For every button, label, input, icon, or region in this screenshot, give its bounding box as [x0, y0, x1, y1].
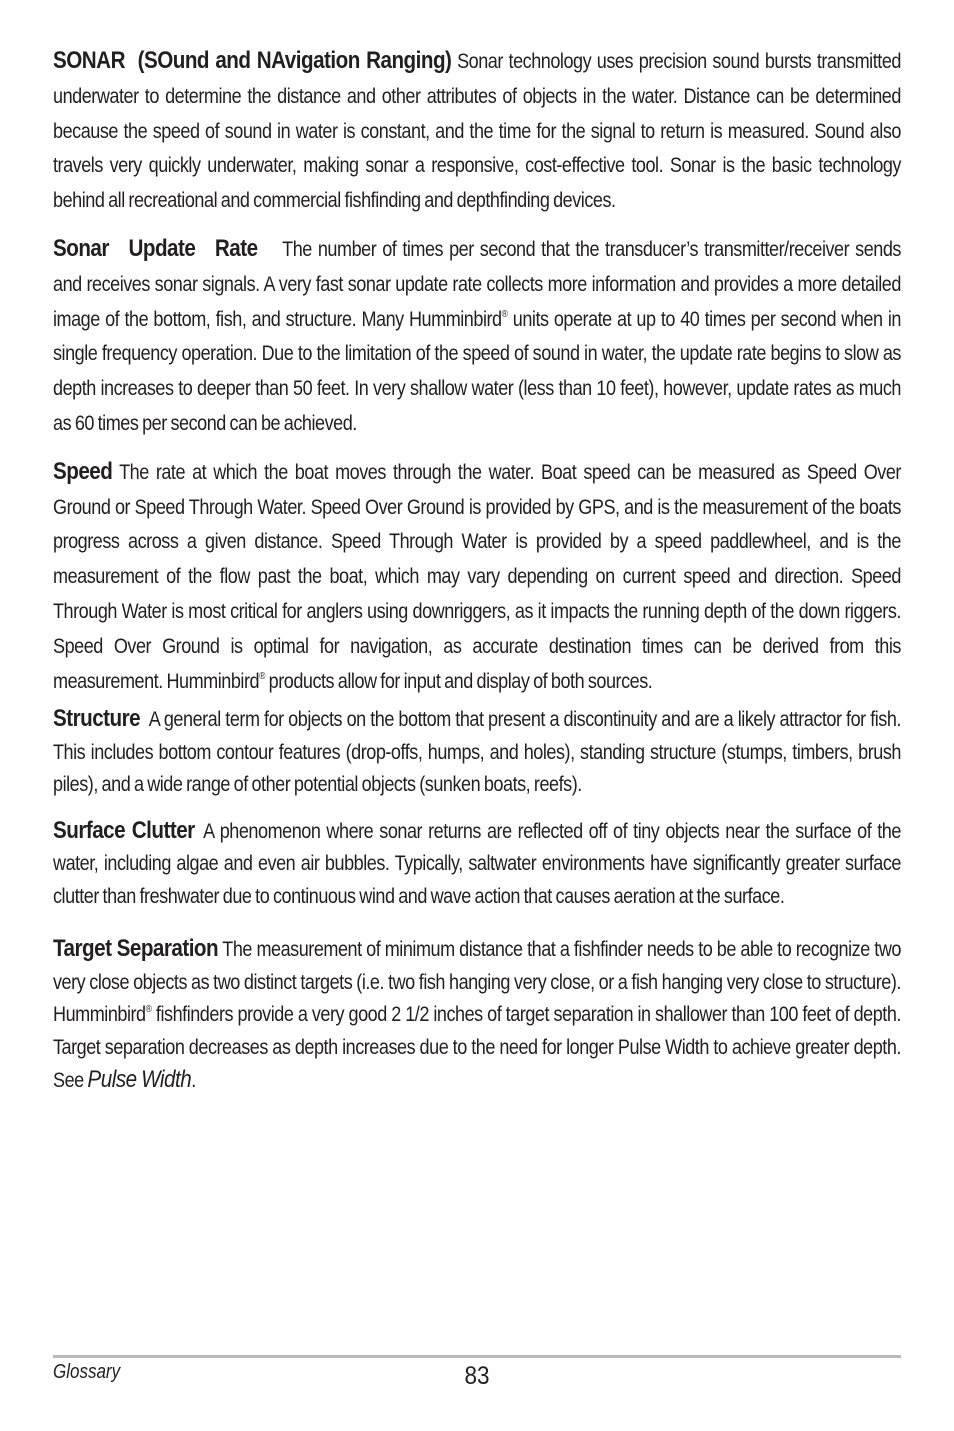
- glossary-entry-sonar-update-rate: [53, 232, 901, 442]
- glossary-definition-cont: fishfinders provide a very good 2 1/2 inches of target separation in shallower than 100 feet of depth. Target separation decreases as depth increases due to the need for longer Pulse Width to achieve greater depth. See: [53, 1003, 901, 1093]
- footer-divider: [53, 1355, 901, 1358]
- glossary-term: Speed: [53, 457, 113, 485]
- glossary-term: Sonar Update Rate: [53, 234, 258, 262]
- glossary-term: Structure: [53, 705, 141, 733]
- glossary-term: Target Separation: [53, 935, 219, 963]
- glossary-content: [53, 44, 901, 1098]
- page-number: 83: [464, 1362, 490, 1390]
- glossary-definition: The rate at which the boat moves through the water. Boat speed can be measured as Speed Over Ground or Speed Through Water. Speed Over Ground is provided by GPS, and is the measurement of the boats progress across a given distance. Speed Through Water is provided by a speed paddlewheel, and is the measurement of the flow past the boat, which may vary depending on current speed and direction. Speed Through Water is most critical for anglers using downriggers, as it impacts the running depth of the down riggers. Speed Over Ground is optimal for navigation, as accurate destination times can be derived from this measurement. Humminbird: [53, 460, 901, 693]
- registered-mark: ®: [145, 1004, 152, 1016]
- glossary-definition: Sonar technology uses precision sound bursts transmitted underwater to determine the distance and other attributes of objects in the water. Distance can be determined because the speed of sound in water is constant, and the time for the signal to return is measured. Sound also travels very quickly underwater, making sonar a responsive, cost-effective tool. Sonar is the basic technology behind all recreational and commercial fishfinding and depthfinding devices.: [53, 50, 901, 213]
- sentence-end: .: [191, 1069, 196, 1093]
- glossary-definition: The measurement of minimum distance that a fishfinder needs to be able to recognize two very close objects as two distinct targets (i.e. two fish hanging very close, or a fish hanging very close to structure). Humminbird: [53, 938, 901, 1027]
- glossary-term: Surface Clutter: [53, 816, 195, 844]
- glossary-term: SONAR (SOund and NAvigation Ranging): [53, 47, 452, 74]
- glossary-entry-surface-clutter: [53, 815, 901, 914]
- cross-reference-link[interactable]: Pulse Width: [87, 1066, 192, 1094]
- glossary-definition-cont: units operate at up to 40 times per second when in single frequency operation. Due to the limitation of the speed of sound in water, the update rate begins to slow as depth increases to deeper than 50 feet. In very shallow water (less than 10 feet), however, update rates as much as 60 times per second can be achieved.: [53, 307, 901, 435]
- glossary-entry-sonar: [53, 44, 901, 219]
- glossary-definition: A phenomenon where sonar returns are reflected off of tiny objects near the surface of the water, including algae and even air bubbles. Typically, saltwater environments have significantly greater surface clutter than freshwater due to continuous wind and wave action that causes aeration at the surface.: [53, 819, 901, 908]
- glossary-definition-cont: products allow for input and display of both sources.: [268, 669, 653, 693]
- footer-section-label: Glossary: [53, 1361, 121, 1383]
- glossary-definition: The number of times per second that the transducer’s transmitter/receiver sends and receives sonar signals. A very fast sonar update rate collects more information and provides a more detailed image of the bottom, fish, and structure. Many Humminbird: [53, 237, 901, 331]
- registered-mark: ®: [259, 670, 265, 682]
- glossary-entry-speed: [53, 455, 901, 700]
- glossary-definition: A general term for objects on the bottom that present a discontinuity and are a likely attractor for fish. This includes bottom contour features (drop-offs, humps, and holes), standing structure (stumps, timbers, brush piles), and a wide range of other potential objects (sunken boats, reefs).: [53, 708, 901, 797]
- glossary-entry-structure: [53, 703, 901, 802]
- registered-mark: ®: [501, 308, 508, 320]
- glossary-entry-target-separation: [53, 933, 901, 1098]
